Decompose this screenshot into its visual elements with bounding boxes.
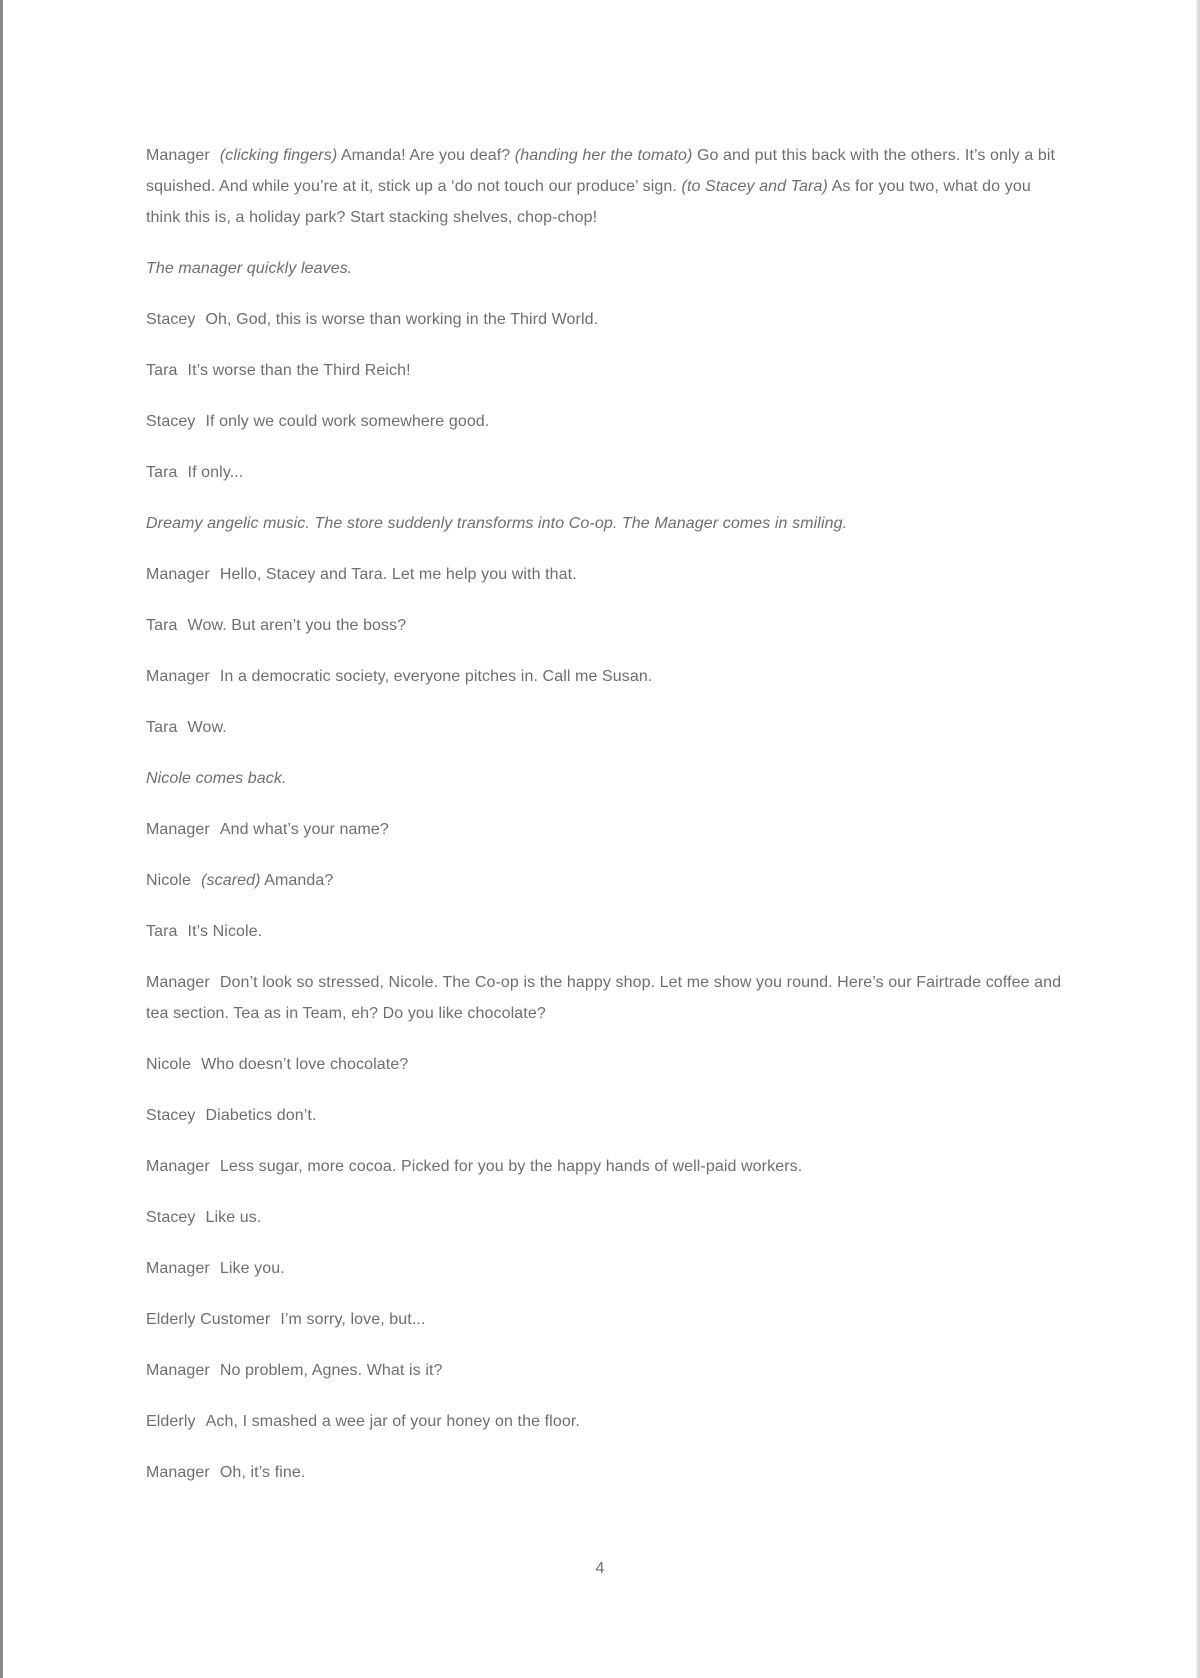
dialogue-text: Amanda! Are you deaf? xyxy=(337,147,515,164)
dialogue-text: I’m sorry, love, but... xyxy=(280,1311,426,1328)
dialogue-text: Wow. xyxy=(187,719,227,736)
speaker-name: Stacey xyxy=(146,1209,196,1226)
dialogue-text: As for you two, what do you think this is, a holiday park? Start stacking shelves, chop-chop! xyxy=(146,178,1031,226)
dialogue-line xyxy=(146,916,1066,947)
dialogue-text: Who doesn’t love chocolate? xyxy=(201,1056,409,1073)
dialogue-text: No problem, Agnes. What is it? xyxy=(219,1362,443,1379)
speaker-name: Stacey xyxy=(146,1107,196,1124)
speaker-name: Elderly Customer xyxy=(146,1311,271,1328)
page-edge-right xyxy=(1196,0,1200,1678)
dialogue-text: Oh, it’s fine. xyxy=(219,1464,306,1481)
parenthetical-direction: (scared) xyxy=(201,872,261,889)
dialogue-line xyxy=(146,406,1066,437)
dialogue-line xyxy=(146,559,1066,590)
page-edge-left xyxy=(0,0,3,1678)
dialogue-text: Less sugar, more cocoa. Picked for you by the happy hands of well-paid workers. xyxy=(219,1158,803,1175)
dialogue-line xyxy=(146,865,1066,896)
dialogue-line xyxy=(146,1304,1066,1335)
dialogue-text: In a democratic society, everyone pitches in. Call me Susan. xyxy=(219,668,653,685)
dialogue-line xyxy=(146,1049,1066,1080)
dialogue-text: Don’t look so stressed, Nicole. The Co-op is the happy shop. Let me show you round. Here’s our Fairtrade coffee and tea section. Tea as in Team, eh? Do you like chocolate? xyxy=(146,974,1062,1022)
dialogue-line xyxy=(146,1406,1066,1437)
speaker-name: Tara xyxy=(146,719,178,736)
parenthetical-direction: (to Stacey and Tara) xyxy=(681,178,828,195)
speaker-name: Elderly xyxy=(146,1413,196,1430)
dialogue-text: It’s worse than the Third Reich! xyxy=(187,362,411,379)
dialogue-text: Wow. But aren’t you the boss? xyxy=(187,617,407,634)
dialogue-text: Oh, God, this is worse than working in the Third World. xyxy=(205,311,599,328)
speaker-name: Tara xyxy=(146,362,178,379)
speaker-name: Manager xyxy=(146,1158,210,1175)
dialogue-text: Hello, Stacey and Tara. Let me help you with that. xyxy=(219,566,577,583)
speaker-name: Nicole xyxy=(146,1056,192,1073)
dialogue-line xyxy=(146,140,1066,233)
dialogue-line xyxy=(146,1355,1066,1386)
dialogue-text: Diabetics don’t. xyxy=(205,1107,317,1124)
dialogue-line xyxy=(146,1100,1066,1131)
speaker-name: Manager xyxy=(146,1464,210,1481)
stage-direction: The manager quickly leaves. xyxy=(146,260,353,277)
speaker-name: Stacey xyxy=(146,311,196,328)
speaker-name: Tara xyxy=(146,923,178,940)
page-number: 4 xyxy=(595,1560,605,1577)
dialogue-line xyxy=(146,1253,1066,1284)
dialogue-line xyxy=(146,1151,1066,1182)
dialogue-text: Like you. xyxy=(219,1260,285,1277)
dialogue-text: Amanda? xyxy=(260,872,334,889)
dialogue-line xyxy=(146,661,1066,692)
dialogue-text: It’s Nicole. xyxy=(187,923,263,940)
speaker-name: Nicole xyxy=(146,872,192,889)
dialogue-line xyxy=(146,1457,1066,1488)
speaker-name: Manager xyxy=(146,1260,210,1277)
speaker-name: Manager xyxy=(146,147,210,164)
speaker-name: Stacey xyxy=(146,413,196,430)
dialogue-text: Go and put this back with the others. It’s only a bit squished. And while you’re at it, stick up a ‘do not touch our produce’ sign. xyxy=(146,147,1056,195)
dialogue-line xyxy=(146,304,1066,335)
dialogue-text: And what’s your name? xyxy=(219,821,389,838)
stage-direction: Dreamy angelic music. The store suddenly transforms into Co-op. The Manager comes in smiling. xyxy=(146,515,848,532)
dialogue-text: If only... xyxy=(187,464,244,481)
dialogue-line xyxy=(146,814,1066,845)
parenthetical-direction: (clicking fingers) xyxy=(219,147,338,164)
dialogue-text: Like us. xyxy=(205,1209,262,1226)
dialogue-line xyxy=(146,712,1066,743)
speaker-name: Tara xyxy=(146,617,178,634)
speaker-name: Manager xyxy=(146,974,210,991)
script-body xyxy=(146,140,1066,1508)
speaker-name: Manager xyxy=(146,1362,210,1379)
dialogue-text: If only we could work somewhere good. xyxy=(205,413,490,430)
dialogue-line xyxy=(146,610,1066,641)
dialogue-text: Ach, I smashed a wee jar of your honey on the floor. xyxy=(205,1413,580,1430)
parenthetical-direction: (handing her the tomato) xyxy=(514,147,693,164)
speaker-name: Manager xyxy=(146,566,210,583)
dialogue-line xyxy=(146,1202,1066,1233)
dialogue-line xyxy=(146,457,1066,488)
speaker-name: Manager xyxy=(146,668,210,685)
speaker-name: Manager xyxy=(146,821,210,838)
stage-direction: Nicole comes back. xyxy=(146,770,287,787)
dialogue-line xyxy=(146,355,1066,386)
dialogue-line xyxy=(146,967,1066,1029)
speaker-name: Tara xyxy=(146,464,178,481)
